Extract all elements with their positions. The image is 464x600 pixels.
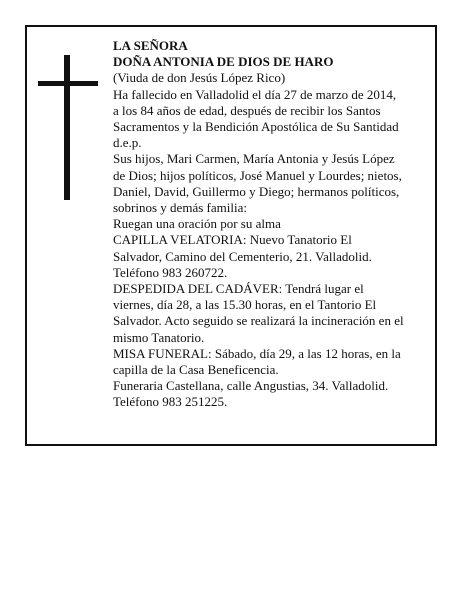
death-announcement-line: d.e.p. xyxy=(113,135,142,151)
chapel-line: CAPILLA VELATORIA: Nuevo Tanatorio El xyxy=(113,232,352,248)
family-line: sobrinos y demás familia: xyxy=(113,200,247,216)
farewell-line: Salvador. Acto seguido se realizará la incineración en el xyxy=(113,313,404,329)
family-line: de Dios; hijos políticos, José Manuel y Lourdes; nietos, xyxy=(113,167,402,183)
chapel-line: Salvador, Camino del Cementerio, 21. Valladolid. xyxy=(113,248,372,264)
funeral-home-line: Teléfono 983 251225. xyxy=(113,394,228,410)
family-line: Daniel, David, Guillermo y Diego; hermanos políticos, xyxy=(113,183,400,199)
death-announcement-line: Sacramentos y la Bendición Apostólica de Su Santidad xyxy=(113,119,399,135)
death-announcement-line: a los 84 años de edad, después de recibir los Santos xyxy=(113,102,381,118)
chapel-line: Teléfono 983 260722. xyxy=(113,264,228,280)
farewell-line: mismo Tanatorio. xyxy=(113,329,205,345)
funeral-mass-line: MISA FUNERAL: Sábado, día 29, a las 12 horas, en la xyxy=(113,345,401,361)
cross-vertical-bar xyxy=(64,55,70,200)
farewell-line: viernes, día 28, a las 15.30 horas, en el Tantorio El xyxy=(113,297,377,313)
obituary-text xyxy=(113,38,423,411)
cross-icon xyxy=(38,55,98,200)
death-announcement-line: Ha fallecido en Valladolid el día 27 de marzo de 2014, xyxy=(113,86,397,102)
prayer-request: Ruegan una oración por su alma xyxy=(113,216,281,232)
funeral-mass-line: capilla de la Casa Beneficencia. xyxy=(113,362,279,378)
funeral-home-line: Funeraria Castellana, calle Angustias, 34. Valladolid. xyxy=(113,378,389,394)
family-line: Sus hijos, Mari Carmen, María Antonia y Jesús López xyxy=(113,151,395,167)
notice-title: LA SEÑORA xyxy=(113,38,188,53)
farewell-line: DESPEDIDA DEL CADÁVER: Tendrá lugar el xyxy=(113,281,364,297)
cross-horizontal-bar xyxy=(38,81,98,86)
deceased-name: DOÑA ANTONIA DE DIOS DE HARO xyxy=(113,54,334,70)
widow-of-line: (Viuda de don Jesús López Rico) xyxy=(113,70,286,86)
